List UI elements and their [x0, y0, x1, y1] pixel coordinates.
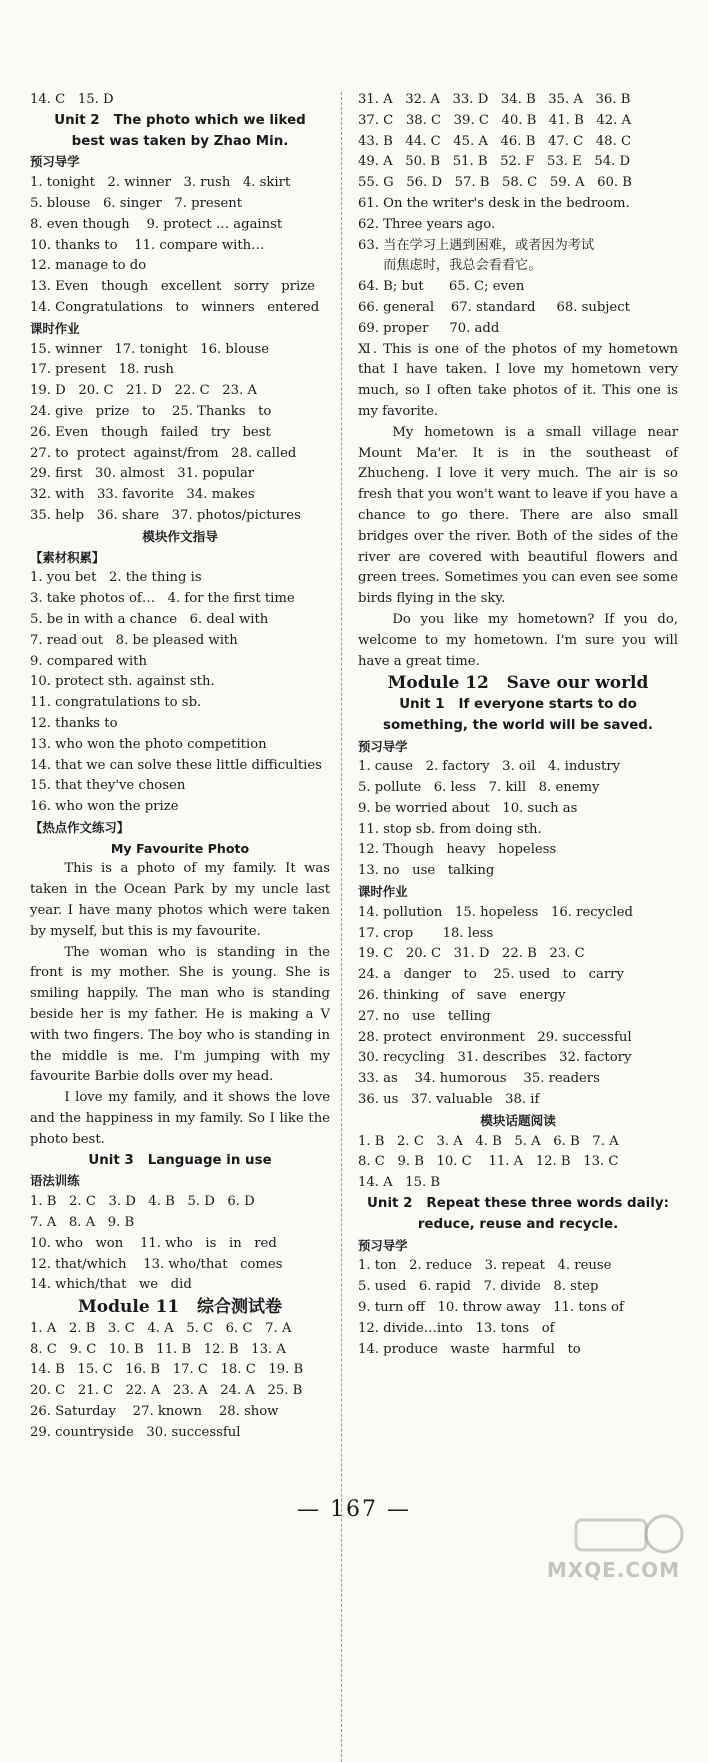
section-label: 课时作业 [30, 320, 80, 336]
answer-line: 16. who won the prize [30, 799, 179, 815]
answer-line: 14. that we can solve these little difficulties [30, 757, 322, 773]
module-heading: Module 12 Save our world [387, 673, 649, 694]
answer-line: 7. A 8. A 9. B [30, 1215, 135, 1231]
answer-line: 27. to protect against/from 28. called [30, 445, 297, 461]
answer-line: 62. Three years ago. [358, 216, 496, 232]
answer-line: 1. ton 2. reduce 3. repeat 4. reuse [358, 1258, 612, 1274]
answer-line: 1. A 2. B 3. C 4. A 5. C 6. C 7. A [30, 1320, 292, 1336]
answer-line: 14. produce waste harmful to [358, 1341, 581, 1357]
answer-line: 5. used 6. rapid 7. divide 8. step [358, 1279, 599, 1295]
answer-line: 15. that they've chosen [30, 778, 186, 794]
answer-line: 19. C 20. C 31. D 22. B 23. C [358, 946, 585, 962]
section-label: 预习导学 [30, 154, 80, 170]
answer-line: 30. recycling 31. describes 32. factory [358, 1050, 632, 1066]
answer-line: 14. Congratulations to winners entered [30, 299, 320, 315]
answer-line: 9. compared with [30, 653, 147, 669]
essay-paragraph: Do you like my hometown? If you do, welcome to my hometown. I'm sure you will have a great time. [358, 611, 678, 669]
answer-line: 63. 当在学习上遇到困难，或者因为考试 [358, 237, 595, 253]
answer-line: 55. G 56. D 57. B 58. C 59. A 60. B [358, 175, 632, 191]
watermark-text: MXQE.COM [546, 1558, 680, 1582]
answer-line: 13. Even though excellent sorry prize [30, 279, 315, 295]
answer-line: 9. be worried about 10. such as [358, 800, 578, 816]
answer-line: 14. B 15. C 16. B 17. C 18. C 19. B [30, 1362, 304, 1378]
answer-line: 43. B 44. C 45. A 46. B 47. C 48. C [358, 133, 632, 149]
answer-line: 29. countryside 30. successful [30, 1424, 241, 1440]
answer-line: 14. pollution 15. hopeless 16. recycled [358, 904, 633, 920]
answer-line: 11. congratulations to sb. [30, 695, 202, 711]
answer-line: 1. B 2. C 3. D 4. B 5. D 6. D [30, 1194, 255, 1210]
answer-line: 10. protect sth. against sth. [30, 674, 215, 690]
answer-line: 14. C 15. D [30, 92, 114, 107]
answer-line: 35. help 36. share 37. photos/pictures [30, 507, 301, 523]
section-label: 语法训练 [30, 1173, 80, 1189]
answer-line: 24. give prize to 25. Thanks to [30, 403, 272, 419]
answer-line: 37. C 38. C 39. C 40. B 41. B 42. A [358, 112, 632, 128]
answer-line: 1. B 2. C 3. A 4. B 5. A 6. B 7. A [358, 1133, 619, 1149]
answer-line: 32. with 33. favorite 34. makes [30, 487, 255, 503]
answer-line: 1. cause 2. factory 3. oil 4. industry [358, 759, 621, 775]
answer-line: 11. stop sb. from doing sth. [358, 821, 542, 837]
answer-line: 7. read out 8. be pleased with [30, 632, 238, 648]
answer-line: 69. proper 70. add [358, 320, 500, 336]
essay-paragraph: This is a photo of my family. It was taken in the Ocean Park by my uncle last year. I have many photos which were taken by myself, but this is my favourite. [30, 861, 330, 939]
unit-heading: Unit 1 If everyone starts to do [399, 696, 637, 712]
essay-paragraph: My hometown is a small village near Mount Ma'er. It is in the southeast of Zhucheng. I love it very much. The air is so fresh that you won't want to leave if you have a chance to go there. There are also small bridges over the river. Both of the sides of the river are covered with beautiful flowers and green trees. Sometimes you can even see some birds flying in the sky. [358, 424, 678, 607]
centered-heading: My Favourite Photo [110, 840, 250, 856]
answer-line: 1. you bet 2. the thing is [30, 570, 202, 586]
answer-line: 36. us 37. valuable 38. if [358, 1092, 540, 1108]
answer-line: 17. present 18. rush [30, 362, 174, 378]
answer-line: 8. C 9. C 10. B 11. B 12. B 13. A [30, 1341, 286, 1357]
answer-line: 15. winner 17. tonight 16. blouse [30, 341, 270, 357]
answer-line: 5. blouse 6. singer 7. present [30, 195, 243, 211]
answer-line: 而焦虑时，我总会看看它。 [358, 258, 542, 274]
answer-line: 14. A 15. B [358, 1175, 441, 1191]
page-number: — 167 — [297, 1497, 411, 1522]
watermark-logo [546, 1512, 686, 1592]
answer-line: 9. turn off 10. throw away 11. tons of [358, 1300, 624, 1316]
answer-line: 14. which/that we did [30, 1277, 192, 1293]
unit-heading: Unit 2 The photo which we liked [54, 112, 306, 128]
answer-line: 13. who won the photo competition [30, 736, 267, 752]
right-column [358, 90, 678, 1360]
module-heading: Module 11 综合测试卷 [77, 1297, 282, 1318]
unit-heading: Unit 2 Repeat these three words daily: [367, 1196, 669, 1212]
answer-line: 49. A 50. B 51. B 52. F 53. E 54. D [358, 154, 631, 170]
essay-paragraph: I love my family, and it shows the love and the happiness in my family. So I like the photo best. [30, 1090, 330, 1147]
answer-line: 20. C 21. C 22. A 23. A 24. A 25. B [30, 1383, 303, 1399]
answer-line: 8. even though 9. protect … against [30, 216, 283, 232]
answer-line: 17. crop 18. less [358, 925, 494, 941]
centered-heading: 模块作文指导 [142, 528, 218, 544]
unit-heading: best was taken by Zhao Min. [71, 133, 289, 149]
answer-line: 5. be in with a chance 6. deal with [30, 611, 269, 627]
answer-line: 26. Saturday 27. known 28. show [30, 1404, 279, 1419]
section-label: 预习导学 [358, 1237, 408, 1253]
unit-heading: reduce, reuse and recycle. [417, 1216, 619, 1232]
essay-paragraph: The woman who is standing in the front is my mother. She is young. She is smiling happily. The man who is standing beside her is my father. He is making a V with two fingers. The boy who is standing in the middle is me. I'm jumping with my favourite Barbie dolls over my head. [30, 944, 330, 1085]
centered-heading: 模块话题阅读 [480, 1112, 556, 1128]
section-label: 预习导学 [358, 738, 408, 754]
answer-line: 12. divide…into 13. tons of [358, 1320, 555, 1336]
answer-line: 33. as 34. humorous 35. readers [358, 1071, 600, 1087]
answer-line: 10. who won 11. who is in red [30, 1235, 277, 1251]
unit-heading: something, the world will be saved. [383, 717, 653, 733]
answer-line: 24. a danger to 25. used to carry [358, 967, 624, 983]
answer-line: 12. manage to do [30, 258, 147, 274]
answer-line: 13. no use talking [358, 863, 495, 879]
answer-line: 19. D 20. C 21. D 22. C 23. A [30, 383, 257, 399]
answer-line: 26. thinking of save energy [358, 988, 566, 1004]
section-label: 【素材积累】 [30, 549, 105, 565]
answer-line: 3. take photos of… 4. for the first time [30, 591, 295, 607]
answer-line: 27. no use telling [358, 1008, 491, 1024]
section-label: 【热点作文练习】 [30, 819, 130, 835]
left-column [30, 90, 330, 1444]
unit-heading: Unit 3 Language in use [88, 1152, 272, 1168]
answer-line: 1. tonight 2. winner 3. rush 4. skirt [30, 175, 291, 191]
answer-line: 28. protect environment 29. successful [358, 1029, 632, 1045]
answer-line: 26. Even though failed try best [30, 424, 271, 440]
answer-line: 61. On the writer's desk in the bedroom. [358, 195, 630, 211]
answer-line: 12. thanks to [30, 715, 118, 731]
answer-line: 12. Though heavy hopeless [358, 842, 557, 858]
answer-line: 5. pollute 6. less 7. kill 8. enemy [358, 780, 600, 796]
answer-line: 10. thanks to 11. compare with… [30, 237, 265, 253]
section-label: 课时作业 [358, 884, 408, 900]
answer-line: 64. B; but 65. C; even [358, 279, 525, 295]
answer-line: 12. that/which 13. who/that comes [30, 1256, 283, 1272]
answer-line: 31. A 32. A 33. D 34. B 35. A 36. B [358, 92, 631, 107]
answer-line: 29. first 30. almost 31. popular [30, 466, 255, 482]
essay-paragraph: Ⅺ. This is one of the photos of my hometown that I have taken. I love my hometown very much, so I often take photos of it. This one is my favorite. [358, 341, 678, 419]
answer-line: 8. C 9. B 10. C 11. A 12. B 13. C [358, 1154, 619, 1170]
answer-line: 66. general 67. standard 68. subject [358, 299, 630, 315]
